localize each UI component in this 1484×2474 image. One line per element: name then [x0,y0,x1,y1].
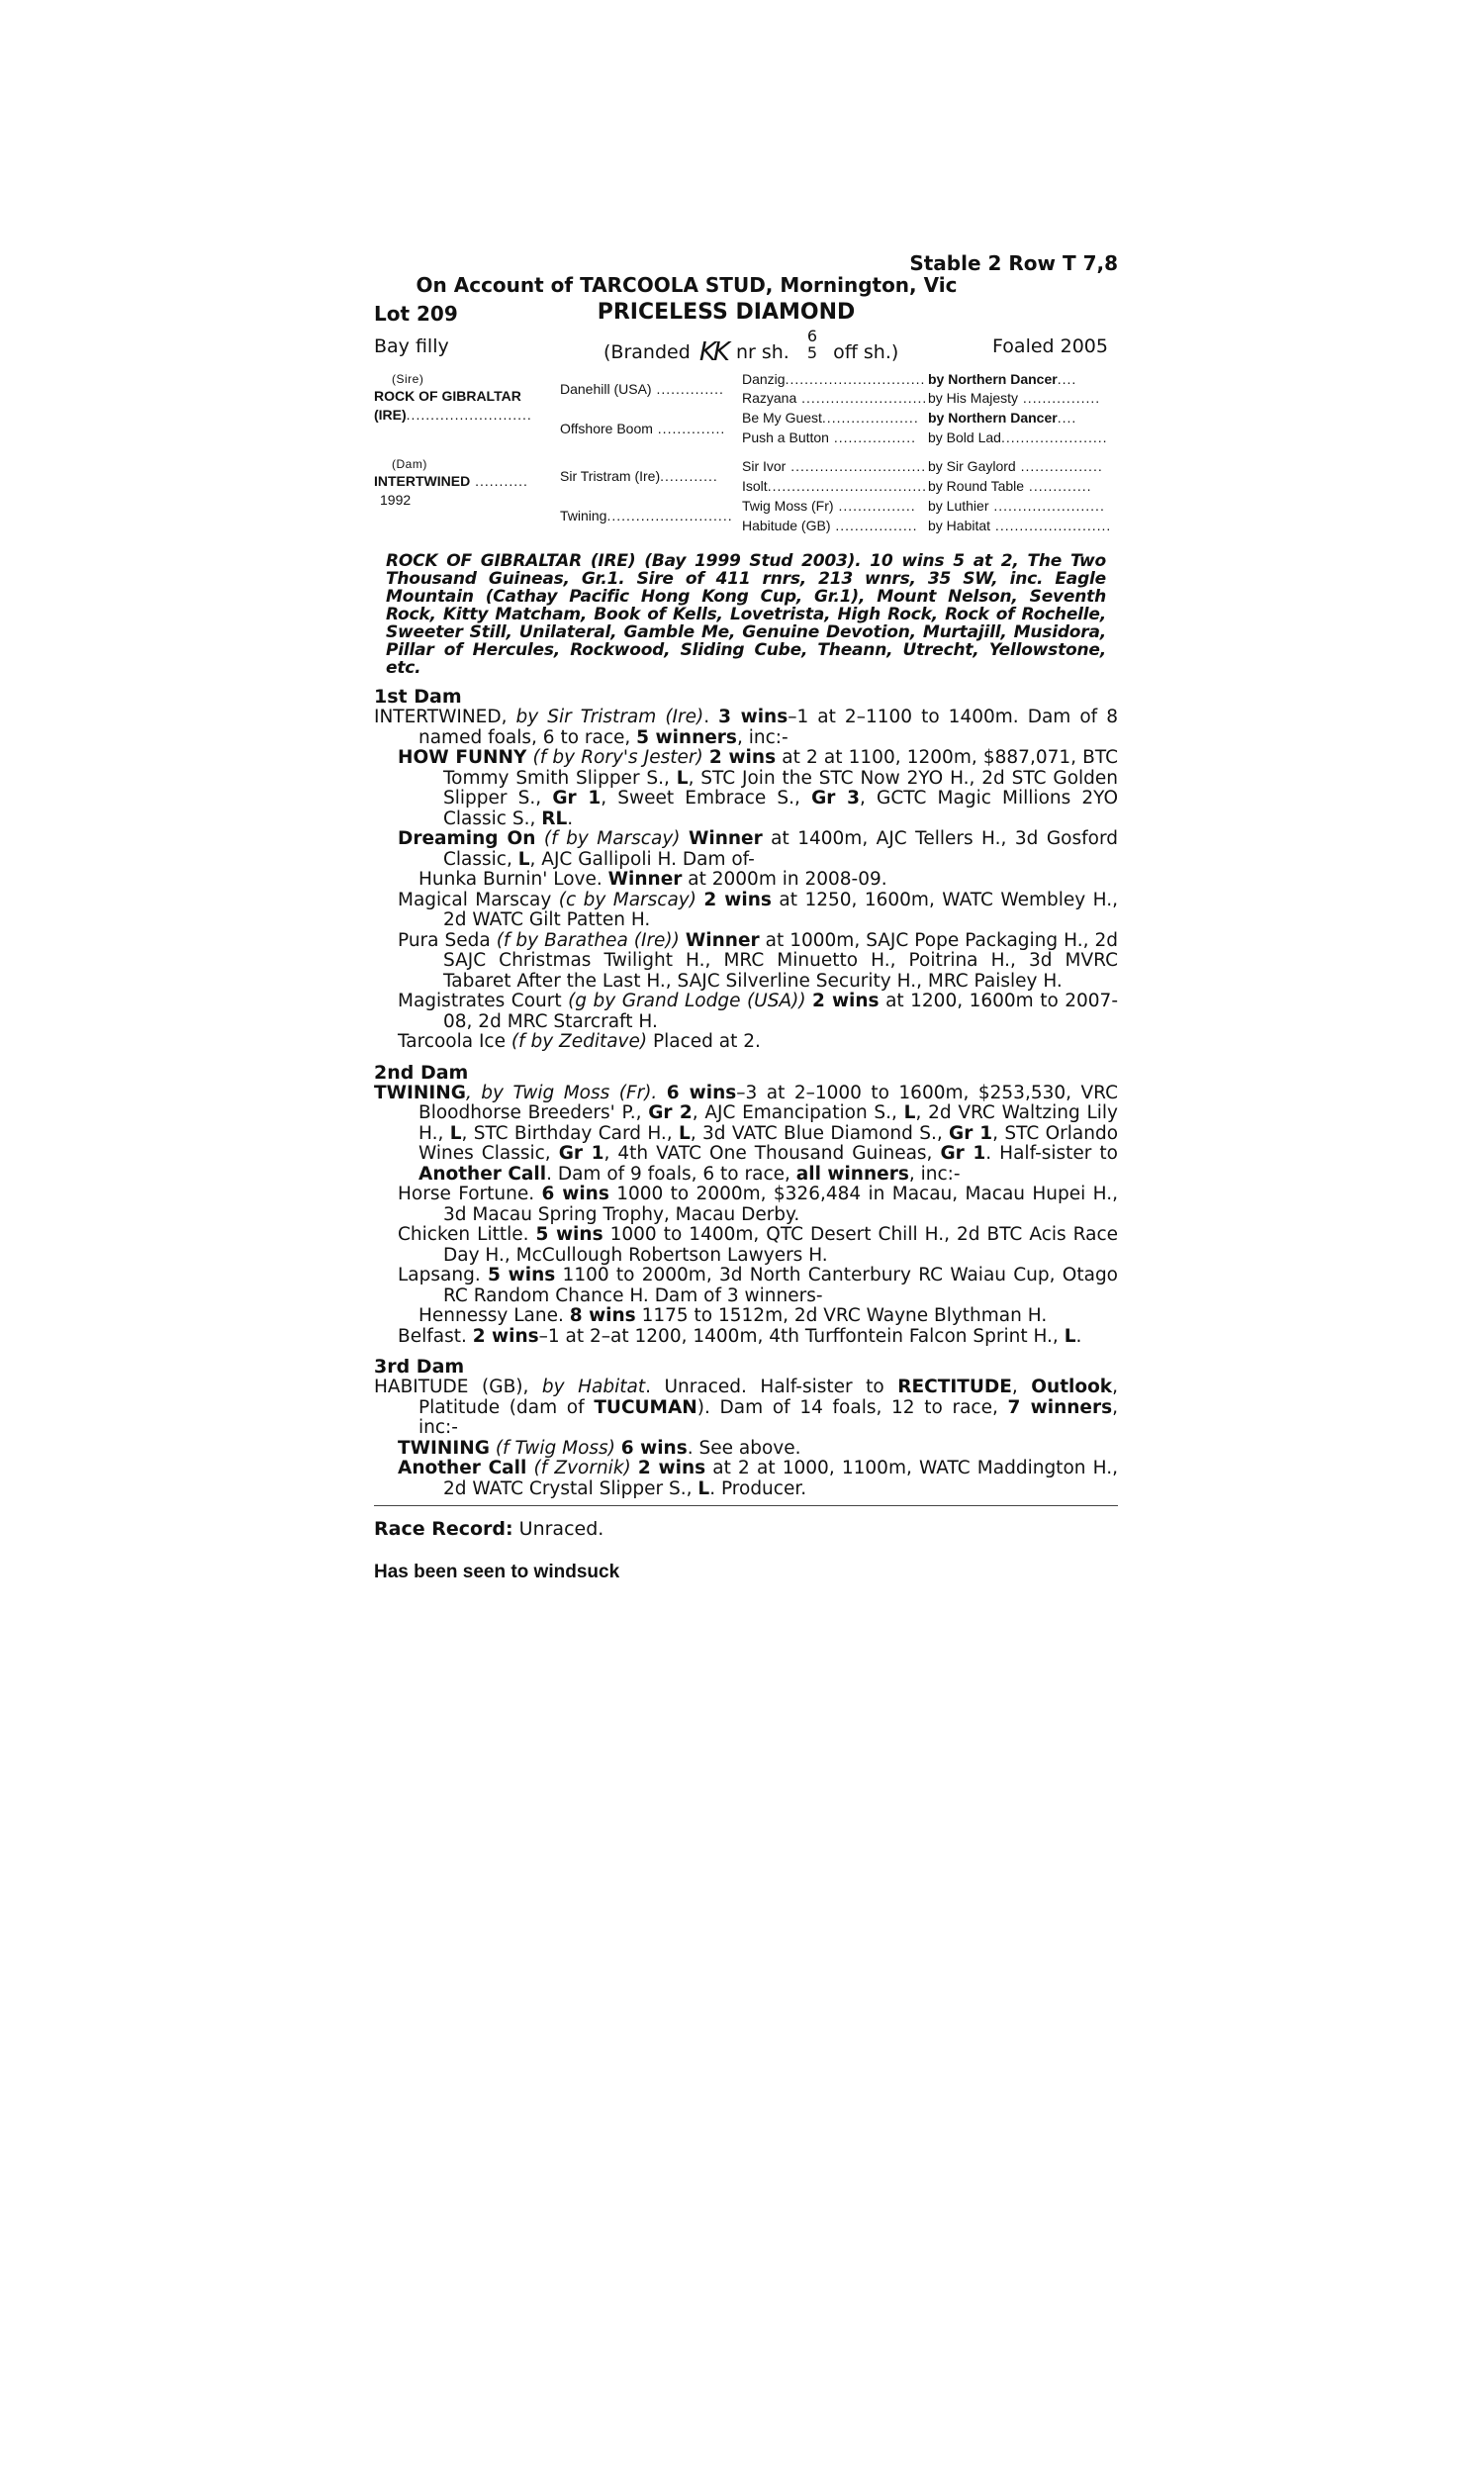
lot-row [374,296,1118,328]
race-record: Race Record: Unraced. [374,1518,604,1540]
progeny-belfast: Belfast. 2 wins–1 at 2–at 1200, 1400m, 4th Turffontein Falcon Sprint H., L. [398,1325,1082,1347]
progeny-chicken-little: Chicken Little. 5 wins 1000 to 1400m, QTC Desert Chill H., 2d BTC Acis Race Day H., McCullough Robertson Lawyers H. [398,1224,1118,1266]
second-dam-intro: TWINING, by Twig Moss (Fr). 6 wins–3 at 2–1000 to 1600m, $253,530, VRC Bloodhorse Breeders' P., Gr 2, AJC Emancipation S., L, 2d VRC Waltzing Lily H., L, STC Birthday Card H., L, 3d VATC Blue Diamond S., Gr 1, STC Orlando Wines Classic, Gr 1, 4th VATC One Thousand Guineas, Gr 1. Half-sister to Another Call. Dam of 9 foals, 6 to race, all winners, inc:- [374,1082,1119,1185]
dam-foaled-year: 1992 [380,492,412,508]
vendor-note: Has been seen to windsuck [374,1562,620,1582]
pedigree-gen4-2: by His Majesty ................ [928,390,1101,406]
dam-label: (Dam) [392,457,427,471]
sire-dam: Offshore Boom .............. [560,421,726,436]
brand-number [807,328,817,361]
horse-sex-colour: Bay filly [374,335,449,357]
pedigree-gen4-7: by Luthier ....................... [928,498,1105,514]
pedigree-gen3-5: Sir Ivor ............................ [742,458,927,474]
lot-number: Lot 209 [374,302,458,326]
sire-country: (IRE).......................... [374,407,532,423]
sire-name: ROCK OF GIBRALTAR [374,388,521,404]
pedigree-gen3-3: Be My Guest.................... [742,410,919,426]
first-dam-intro: INTERTWINED, by Sir Tristram (Ire). 3 wins–1 at 2–1100 to 1400m. Dam of 8 named foals, 6 to race, 5 winners, inc:- [374,707,1118,748]
progeny-dreaming-on: Dreaming On (f by Marscay) Winner at 1400m, AJC Tellers H., 3d Gosford Classic, L, AJC Gallipoli H. Dam of- [398,828,1118,870]
first-dam-heading: 1st Dam [374,686,462,708]
pedigree-table [374,369,1118,542]
sire-sire: Danehill (USA) .............. [560,381,724,397]
stable-location: Stable 2 Row T 7,8 [909,251,1118,275]
brand-number-bottom: 5 [806,343,818,362]
pedigree-gen4-3: by Northern Dancer.... [928,410,1077,426]
pedigree-gen4-8: by Habitat ........................ [928,518,1112,533]
sire-label: (Sire) [392,372,424,386]
brand-number-top: 6 [806,327,818,345]
vendor-account: On Account of TARCOOLA STUD, Mornington, Vic [416,273,958,297]
pedigree-gen4-4: by Bold Lad...................... [928,429,1108,445]
brand-description [603,327,899,367]
progeny-horse-fortune: Horse Fortune. 6 wins 1000 to 2000m, $326,484 in Macau, Macau Hupei H., 3d Macau Spring Trophy, Macau Derby. [398,1184,1118,1225]
progeny-magistrates-court: Magistrates Court (g by Grand Lodge (USA)) 2 wins at 1200, 1600m to 2007-08, 2d MRC Starcraft H. [398,991,1119,1032]
pedigree-gen4-6: by Round Table ............. [928,478,1092,494]
pedigree-gen3-7: Twig Moss (Fr) ................ [742,498,916,514]
catalogue-page [374,252,1118,1583]
brand-suffix: off sh.) [833,340,899,363]
third-dam-intro: HABITUDE (GB), by Habitat. Unraced. Half-sister to RECTITUDE, Outlook, Platitude (dam of TUCUMAN). Dam of 14 foals, 12 to race, 7 winners, inc:- [374,1377,1118,1438]
horse-name: PRICELESS DIAMOND [597,300,856,325]
pedigree-gen3-1: Danzig............................. [742,371,926,387]
progeny-how-funny: HOW FUNNY (f by Rory's Jester) 2 wins at 2 at 1100, 1200m, $887,071, BTC Tommy Smith Slipper S., L, STC Join the STC Now 2YO H., 2d STC Golden Slipper S., Gr 1, Sweet Embrace S., Gr 3, GCTC Magic Millions 2YO Classic S., RL. [398,747,1119,829]
dam-sire: Sir Tristram (Ire)............ [560,468,718,484]
progeny-tarcoola-ice: Tarcoola Ice (f by Zeditave) Placed at 2. [398,1031,761,1052]
brand-mid: nr sh. [735,340,789,363]
pedigree-gen3-4: Push a Button ................. [742,429,916,445]
grandprogeny-hunka: Hunka Burnin' Love. Winner at 2000m in 2008-09. [418,869,887,890]
description-row [374,328,1118,367]
dam-dam: Twining.......................... [560,508,733,523]
pedigree-gen4-5: by Sir Gaylord ................. [928,458,1103,474]
pedigree-gen4-1: by Northern Dancer.... [928,371,1077,387]
pedigree-gen3-8: Habitude (GB) ................. [742,518,918,533]
progeny-twining: TWINING (f Twig Moss) 6 wins. See above. [398,1437,801,1459]
grandprogeny-hennessy-lane: Hennessy Lane. 8 wins 1175 to 1512m, 2d VRC Wayne Blythman H. [418,1305,1048,1326]
progeny-lapsang: Lapsang. 5 wins 1100 to 2000m, 3d North Canterbury RC Waiau Cup, Otago RC Random Chance H. Dam of 3 winners- [398,1265,1119,1306]
progeny-pura-seda: Pura Seda (f by Barathea (Ire)) Winner at 1000m, SAJC Pope Packaging H., 2d SAJC Christmas Twilight H., MRC Minuetto H., Poitrina H., 3d MVRC Tabaret After the Last H., SAJC Silverline Security H., MRC Paisley H. [398,929,1118,992]
brand-mark: KK [698,336,727,367]
second-dam-heading: 2nd Dam [374,1061,469,1084]
pedigree-gen3-6: Isolt................................. [742,478,928,494]
sire-summary: ROCK OF GIBRALTAR (IRE) (Bay 1999 Stud 2003). 10 wins 5 at 2, The Two Thousand Guineas, Gr.1. Sire of 411 rnrs, 213 wnrs, 35 SW, inc. Eagle Mountain (Cathay Pacific Hong Kong Cup, Gr.1), Mount Nelson, Seventh Rock, Kitty Matcham, Book of Kells, Lovetrista, High Rock, Rock of Rochelle, Sweeter Still, Unilateral, Gamble Me, Genuine Devotion, Murtajill, Musidora, Pillar of Hercules, Rockwood, Sliding Cube, Theann, Utrecht, Yellowstone, etc. [386,551,1106,678]
pedigree-gen3-2: Razyana .......................... [742,390,928,406]
third-dam-heading: 3rd Dam [374,1356,465,1378]
brand-prefix: (Branded [603,340,691,363]
progeny-another-call: Another Call (f Zvornik) 2 wins at 2 at 1000, 1100m, WATC Maddington H., 2d WATC Crystal Slipper S., L. Producer. [398,1458,1118,1499]
foaled-year: Foaled 2005 [992,335,1108,357]
progeny-magical-marscay: Magical Marscay (c by Marscay) 2 wins at 1250, 1600m, WATC Wembley H., 2d WATC Gilt Patten H. [398,889,1119,930]
dam-name: INTERTWINED ........... [374,473,528,489]
section-divider [374,1505,1118,1506]
